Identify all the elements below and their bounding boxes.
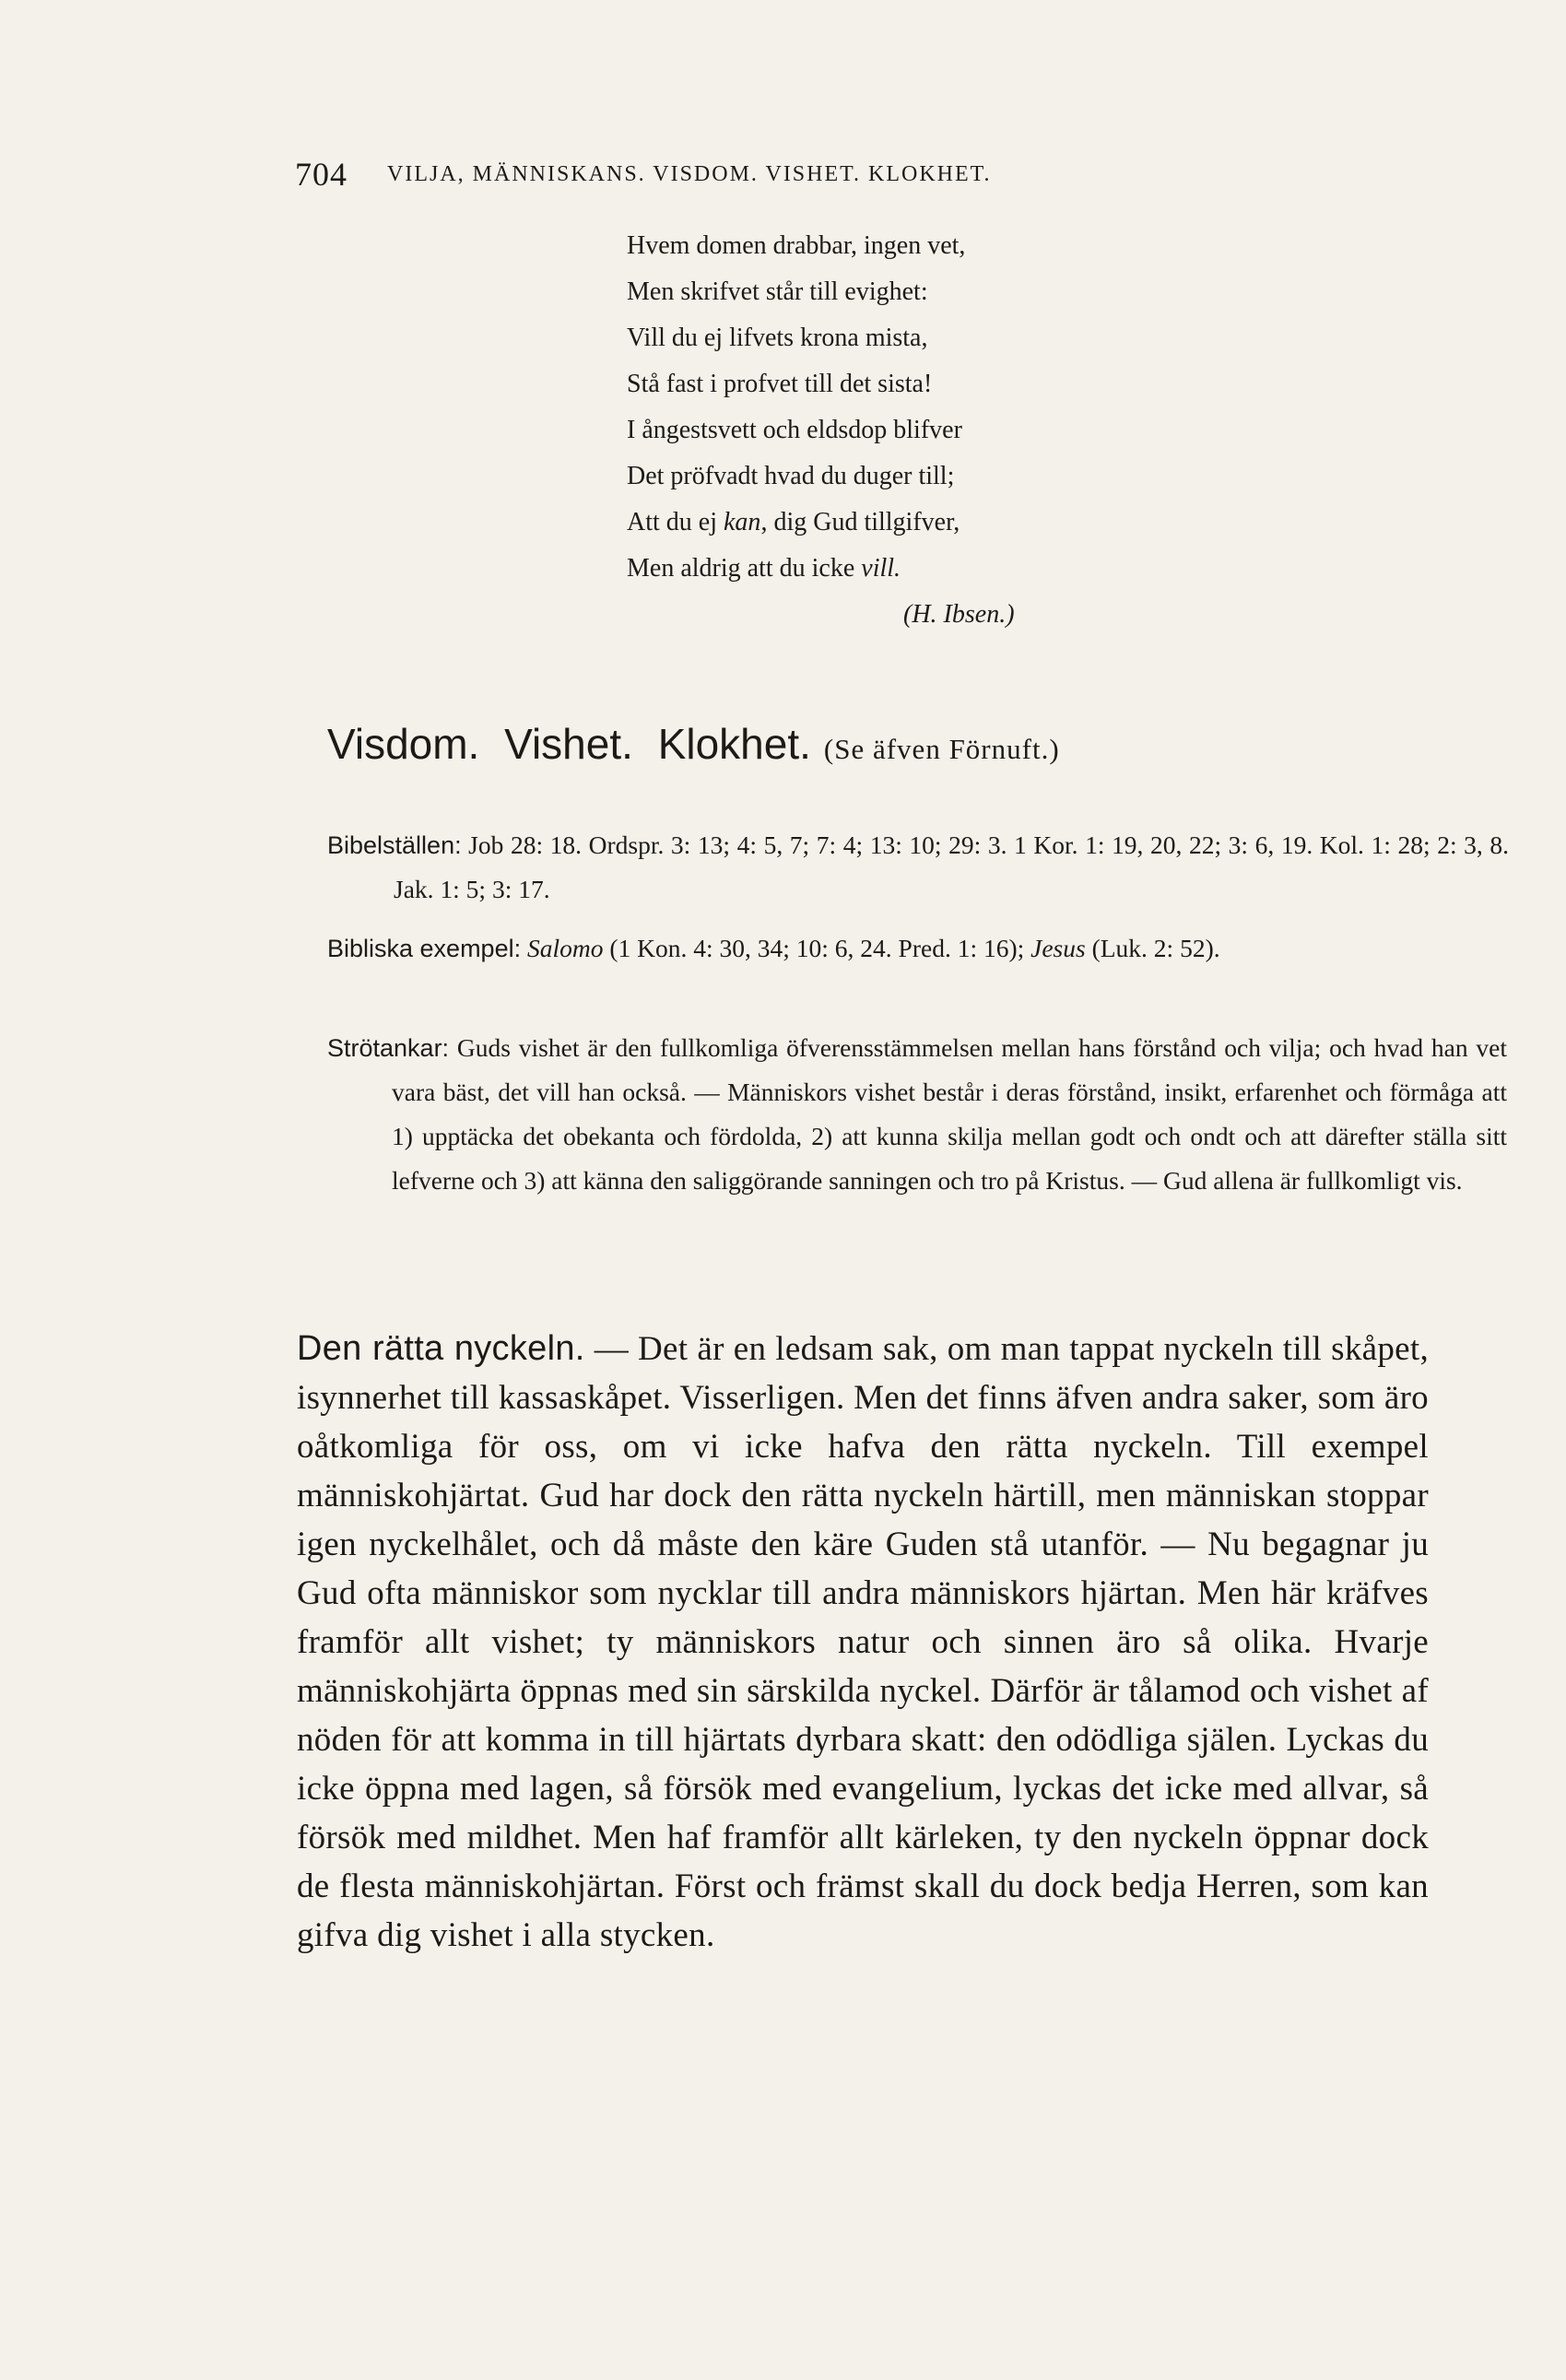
strotankar-text: Guds vishet är den fullkomliga öfverensstämmelsen mellan hans förstånd och vilja; och hvad han vet vara bäst, det vill han också. — Människors vishet består i deras förstånd, insikt, erfarenhet och förmåga att 1) upptäcka det obekanta och fördolda, 2) att kunna skilja mellan godt och ondt och att därefter ställa sitt lefverne och 3) att känna den saliggörande sanningen och tro på Kristus. — Gud allena är fullkomligt vis. [392, 1033, 1508, 1195]
poem-line [627, 546, 1272, 592]
article-heading: Den rätta nyckeln. [297, 1329, 585, 1368]
exempel-salomo-refs: (1 Kon. 4: 30, 34; 10: 6, 24. Pred. 1: 16); [609, 934, 1025, 962]
exempel-salomo: Salomo [526, 934, 604, 962]
bibelstallen-entry [327, 823, 1509, 912]
poem-emphasis: kan [724, 508, 761, 536]
exempel-jesus: Jesus [1030, 934, 1086, 962]
article-paragraph [297, 1325, 1429, 1960]
page-header [295, 155, 1272, 201]
poem [627, 223, 1272, 638]
bibelstallen-text: Job 28: 18. Ordspr. 3: 13; 4: 5, 7; 7: 4; 13: 10; 29: 3. 1 Kor. 1: 19, 20, 22; 3: 6, 19. Kol. 1: 28; 2: 3, 8. Jak. 1: 5; 3: 17. [394, 831, 1509, 903]
poem-text: Men aldrig att du icke [627, 554, 862, 583]
section-title-note: (Se äfven Förnuft.) [823, 733, 1060, 765]
exempel-label: Bibliska exempel: [327, 935, 522, 962]
poem-line: Hvem domen drabbar, ingen vet, [627, 231, 966, 260]
poem-text: Att du ej [627, 508, 724, 536]
poem-text: , dig Gud tillgifver, [760, 508, 960, 536]
page-number: 704 [295, 156, 347, 193]
exempel-entry [327, 926, 1509, 971]
running-title: VILJA, MÄNNISKANS. VISDOM. VISHET. KLOKHET. [387, 162, 992, 186]
poem-line: I ångestsvett och eldsdop blifver [627, 416, 962, 444]
poem-line: Det pröfvadt hvad du duger till; [627, 462, 955, 490]
article-body: — Det är en ledsam sak, om man tappat nyckeln till skåpet, isynnerhet till kassaskåpet. Visserligen. Men det finns äfven andra saker, som äro oåtkomliga för oss, om vi icke hafva den rätta nyckeln. Till exempel människohjärtat. Gud har dock den rätta nyckeln härtill, men människan stoppar igen nyckelhålet, och då måste den käre Guden stå utanför. — Nu begagnar ju Gud ofta människor som nycklar till andra människors hjärtan. Men här kräfves framför allt vishet; ty människors natur och sinnen äro så olika. Hvarje människohjärta öppnas med sin särskilda nyckel. Därför är tålamod och vishet af nöden för att komma in till hjärtats dyrbara skatt: den odödliga själen. Lyckas du icke öppna med lagen, så försök med evangelium, lyckas det icke med allvar, så försök med mildhet. Men haf framför allt kärleken, ty den nyckeln öppnar dock de flesta människohjärtan. Först och främst skall du dock bedja Herren, som kan gifva dig vishet i alla stycken. [297, 1330, 1430, 1954]
strotankar-entry [327, 1026, 1507, 1203]
strotankar-label: Strötankar: [327, 1034, 450, 1062]
poem-line: Vill du ej lifvets krona mista, [627, 324, 928, 352]
poem-emphasis: vill. [861, 554, 901, 583]
section-title [327, 719, 1060, 769]
poem-attribution: (H. Ibsen.) [903, 600, 1015, 629]
section-title-main: Visdom. Vishet. Klokhet. [327, 720, 811, 768]
poem-line [627, 500, 1272, 546]
exempel-jesus-refs: (Luk. 2: 52). [1091, 934, 1220, 962]
bibelstallen-label: Bibelställen: [327, 831, 462, 859]
poem-line: Stå fast i profvet till det sista! [627, 370, 933, 398]
poem-line: Men skrifvet står till evighet: [627, 277, 928, 306]
